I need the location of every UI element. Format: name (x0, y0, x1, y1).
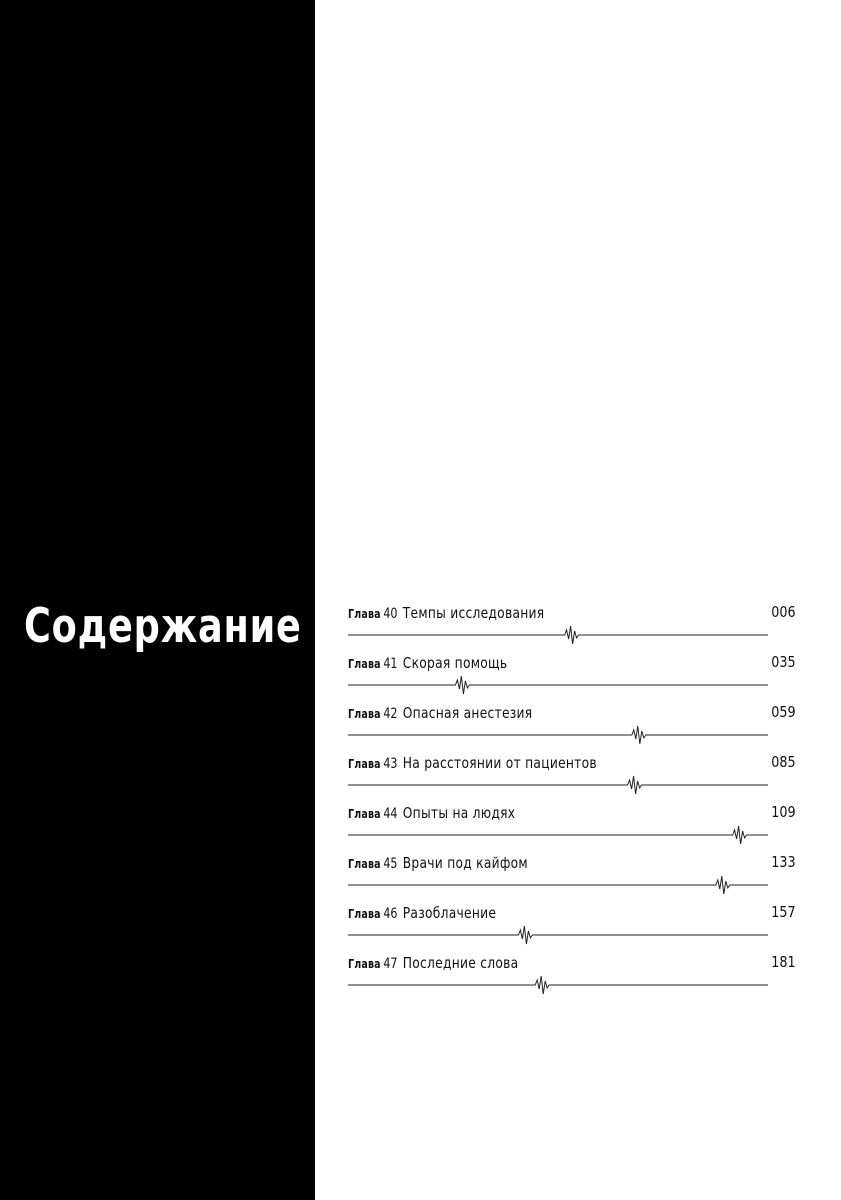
toc-entry[interactable] (348, 803, 798, 853)
chapter-title: Последние слова (402, 954, 519, 972)
chapter-number: 47 (383, 956, 398, 972)
heartbeat-divider-icon (348, 915, 768, 945)
chapter-prefix: Глава (348, 607, 381, 621)
chapter-title: На расстоянии от пациентов (402, 754, 597, 772)
heartbeat-divider-icon (348, 815, 768, 845)
toc-entry[interactable] (348, 953, 798, 1003)
toc-entry[interactable] (348, 653, 798, 703)
chapter-number: 41 (383, 656, 398, 672)
page-number: 085 (771, 753, 796, 771)
page-number: 035 (771, 653, 796, 671)
chapter-number: 43 (383, 756, 398, 772)
toc-entry[interactable] (348, 903, 798, 953)
toc-entry[interactable] (348, 853, 798, 903)
chapter-prefix: Глава (348, 957, 381, 971)
chapter-prefix: Глава (348, 707, 381, 721)
chapter-prefix: Глава (348, 907, 381, 921)
heartbeat-divider-icon (348, 865, 768, 895)
chapter-prefix: Глава (348, 757, 381, 771)
chapter-title: Скорая помощь (402, 654, 508, 672)
heartbeat-divider-icon (348, 965, 768, 995)
toc-list (348, 603, 798, 1003)
page-number: 133 (771, 853, 796, 871)
page-number: 181 (771, 953, 796, 971)
chapter-prefix: Глава (348, 657, 381, 671)
toc-entry[interactable] (348, 753, 798, 803)
toc-entry[interactable] (348, 603, 798, 653)
heartbeat-divider-icon (348, 715, 768, 745)
heartbeat-divider-icon (348, 665, 768, 695)
page-number: 006 (771, 603, 796, 621)
chapter-title: Разоблачение (402, 904, 497, 922)
chapter-prefix: Глава (348, 807, 381, 821)
chapter-title: Врачи под кайфом (402, 854, 528, 872)
chapter-number: 40 (383, 606, 398, 622)
toc-heading: Содержание (24, 599, 302, 654)
chapter-number: 44 (383, 806, 398, 822)
chapter-title: Опасная анестезия (402, 704, 533, 722)
page-number: 059 (771, 703, 796, 721)
chapter-prefix: Глава (348, 857, 381, 871)
chapter-title: Темпы исследования (402, 604, 545, 622)
heartbeat-divider-icon (348, 615, 768, 645)
chapter-number: 45 (383, 856, 398, 872)
chapter-title: Опыты на людях (402, 804, 516, 822)
page-number: 109 (771, 803, 796, 821)
page-number: 157 (771, 903, 796, 921)
chapter-number: 46 (383, 906, 398, 922)
chapter-number: 42 (383, 706, 398, 722)
toc-entry[interactable] (348, 703, 798, 753)
heartbeat-divider-icon (348, 765, 768, 795)
